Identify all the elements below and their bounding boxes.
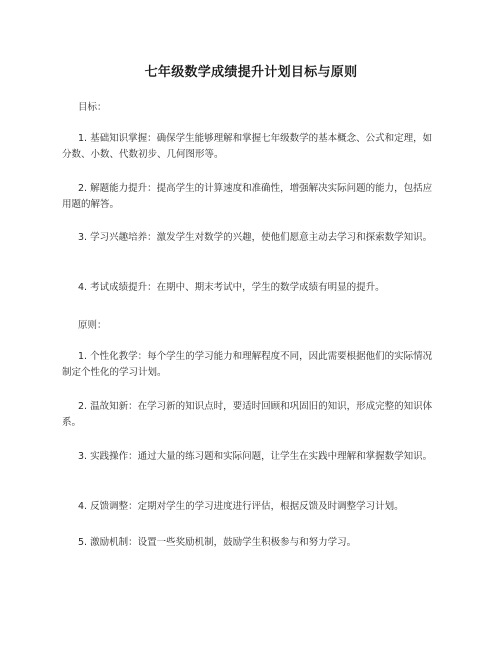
- goal-item-3: 3. 学习兴趣培养：激发学生对数学的兴趣，使他们愿意主动去学习和探索数学知识。: [78, 232, 433, 243]
- principle-item-4: 4. 反馈调整：定期对学生的学习进度进行评估，根据反馈及时调整学习计划。: [78, 501, 404, 512]
- document-title: 七年级数学成绩提升计划目标与原则: [144, 65, 358, 80]
- principles-heading: 原则：: [78, 320, 107, 331]
- principle-item-3: 3. 实践操作：通过大量的练习题和实际问题，让学生在实践中理解和掌握数学知识。: [78, 451, 433, 462]
- principle-item-2: 2. 温故知新：在学习新的知识点时，要适时回顾和巩固旧的知识，形成完整的知识体系。: [62, 401, 433, 428]
- goal-item-4: 4. 考试成绩提升：在期中、期末考试中，学生的数学成绩有明显的提升。: [78, 282, 385, 293]
- goals-heading: 目标：: [78, 102, 107, 113]
- principle-item-5: 5. 激励机制：设置一些奖励机制，鼓励学生积极参与和努力学习。: [78, 537, 357, 548]
- goal-item-2: 2. 解题能力提升：提高学生的计算速度和准确性，增强解决实际问题的能力，包括应用题的解答。: [62, 183, 433, 210]
- principle-item-1: 1. 个性化教学：每个学生的学习能力和理解程度不同，因此需要根据他们的实际情况制定个性化的学习计划。: [62, 351, 433, 378]
- goal-item-1: 1. 基础知识掌握：确保学生能够理解和掌握七年级数学的基本概念、公式和定理，如分数、小数、代数初步、几何图形等。: [62, 133, 433, 160]
